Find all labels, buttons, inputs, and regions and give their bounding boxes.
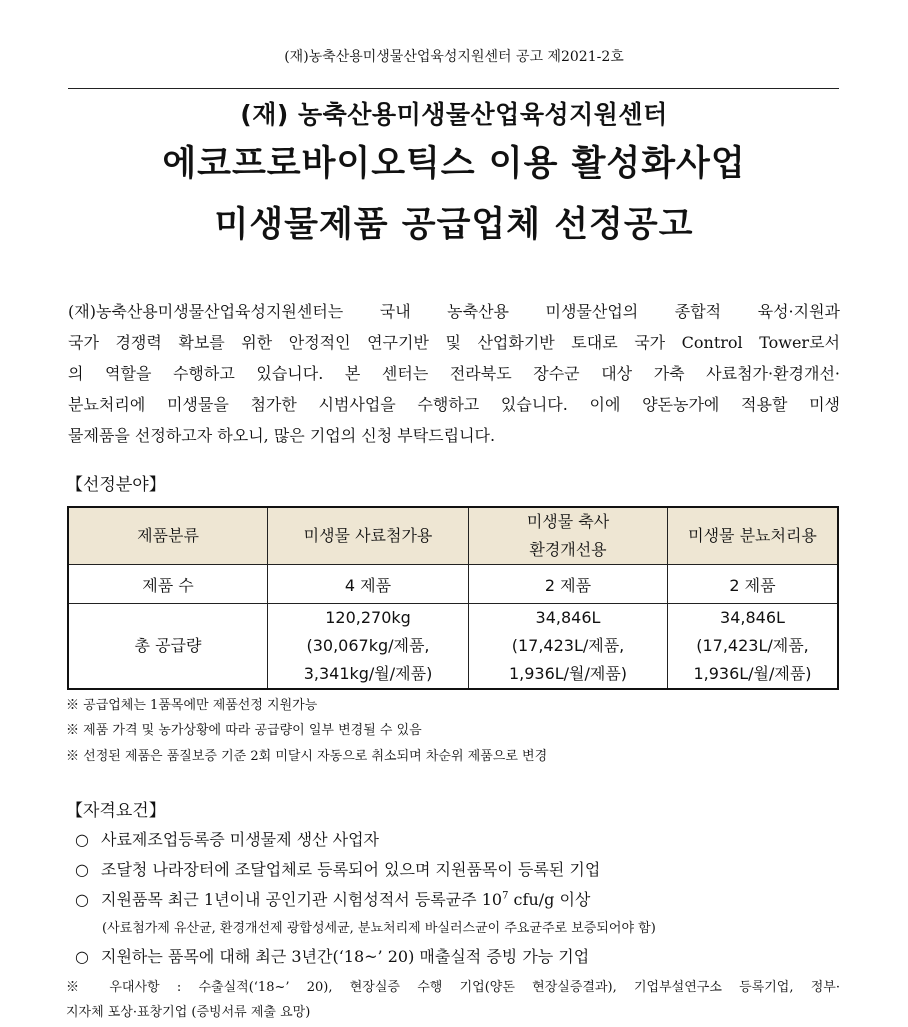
table-row-total-supply: [68, 604, 838, 690]
row-label-product-count: 제품 수: [68, 565, 268, 604]
qualification-text: 조달청 나라장터에 조달업체로 등록되어 있으며 지원품목이 등록된 기업: [101, 860, 601, 879]
intro-line: 물제품을 선정하고자 하오니, 많은 기업의 신청 부탁드립니다.: [68, 426, 496, 445]
table-cell: [268, 604, 469, 690]
bullet-circle-icon: ○: [75, 890, 89, 909]
cell-line: 1,936L/월/제품): [693, 664, 812, 683]
cell-line: (17,423L/제품,: [511, 636, 625, 655]
selection-note: ※ 공급업체는 1품목에만 제품선정 지원가능: [66, 698, 318, 713]
table-cell: 2 제품: [668, 565, 839, 604]
page-title-line-1: 에코프로바이오틱스 이용 활성화사업: [162, 144, 746, 184]
preference-line: 지자체 포상·표창기업 (증빙서류 제출 요망): [66, 1005, 311, 1020]
document-number: (재)농축산용미생물산업육성지원센터 공고 제2021-2호: [284, 49, 624, 65]
table-row-product-count: [68, 565, 838, 604]
bullet-circle-icon: ○: [75, 947, 89, 966]
row-label-total-supply: 총 공급량: [68, 604, 268, 690]
intro-paragraph: [68, 296, 840, 451]
cell-line: 3,341kg/월/제품): [303, 664, 433, 683]
qualification-text: 지원하는 품목에 대해 최근 3년간(‘18~’ 20) 매출실적 증빙 가능 기업: [101, 947, 590, 966]
cell-line: 34,846L: [535, 608, 601, 627]
selection-heading: 【선정분야】: [66, 475, 166, 495]
selection-table: [67, 506, 839, 690]
header-cell-barn-environment: [469, 507, 668, 565]
header-cell-text: 미생물 축사: [526, 512, 610, 531]
page-title-line-2: 미생물제품 공급업체 선정공고: [214, 205, 694, 245]
cell-line: (17,423L/제품,: [696, 636, 809, 655]
preference-note: [66, 975, 840, 1025]
cell-line: 120,270kg: [325, 608, 411, 627]
cell-line: 34,846L: [720, 608, 785, 627]
qualification-text: 지원품목 최근 1년이내 공인기관 시험성적서 등록균주 10: [101, 890, 503, 909]
qualification-item: [75, 887, 590, 910]
qualification-item: [75, 827, 379, 850]
preference-line: ※ 우대사항 : 수출실적(‘18~’ 20), 현장실증 수행 기업(양돈 현장실증결과), 기업부설연구소 등록기업, 정부·: [66, 980, 840, 995]
table-cell: 2 제품: [469, 565, 668, 604]
intro-line: (재)농축산용미생물산업육성지원센터는 국내 농축산용 미생물산업의 종합적 육성·지원과: [68, 302, 840, 321]
cell-line: (30,067kg/제품,: [306, 636, 430, 655]
header-cell-text: 환경개선용: [529, 540, 607, 559]
table-header-row: [68, 507, 838, 565]
bullet-circle-icon: ○: [75, 860, 89, 879]
header-cell-category: 제품분류: [68, 507, 268, 565]
selection-note: ※ 선정된 제품은 품질보증 기준 2회 미달시 자동으로 취소되며 차순위 제품으로 변경: [66, 749, 548, 764]
table-cell: 4 제품: [268, 565, 469, 604]
intro-line: 분뇨처리에 미생물을 첨가한 시범사업을 수행하고 있습니다. 이에 양돈농가에 적용할 미생: [68, 395, 840, 414]
qualification-subnote: (사료첨가제 유산균, 환경개선제 광합성세균, 분뇨처리제 바실러스균이 주요균주로 보증되어야 함): [102, 921, 656, 936]
table-cell: [469, 604, 668, 690]
cell-line: 1,936L/월/제품): [508, 664, 628, 683]
header-cell-feed-additive: 미생물 사료첨가용: [268, 507, 469, 565]
qualification-text: 사료제조업등록증 미생물제 생산 사업자: [101, 830, 380, 849]
selection-note: ※ 제품 가격 및 농가상황에 따라 공급량이 일부 변경될 수 있음: [66, 723, 422, 738]
table-cell: [668, 604, 839, 690]
qualification-item: [75, 857, 600, 880]
bullet-circle-icon: ○: [75, 830, 89, 849]
qualification-text: cfu/g 이상: [508, 890, 591, 909]
organization-title: (재) 농축산용미생물산업육성지원센터: [240, 100, 668, 129]
intro-line: 의 역할을 수행하고 있습니다. 본 센터는 전라북도 장수군 대상 가축 사료첨가·환경개선·: [68, 364, 840, 383]
intro-line: 국가 경쟁력 확보를 위한 안정적인 연구기반 및 산업화기반 토대로 국가 Control Tower로서: [68, 333, 840, 352]
header-cell-manure-treatment: 미생물 분뇨처리용: [668, 507, 839, 565]
qualification-item: [75, 944, 589, 967]
qualification-heading: 【자격요건】: [66, 801, 166, 821]
header-divider: [68, 88, 839, 89]
exponent: 7: [502, 890, 509, 902]
